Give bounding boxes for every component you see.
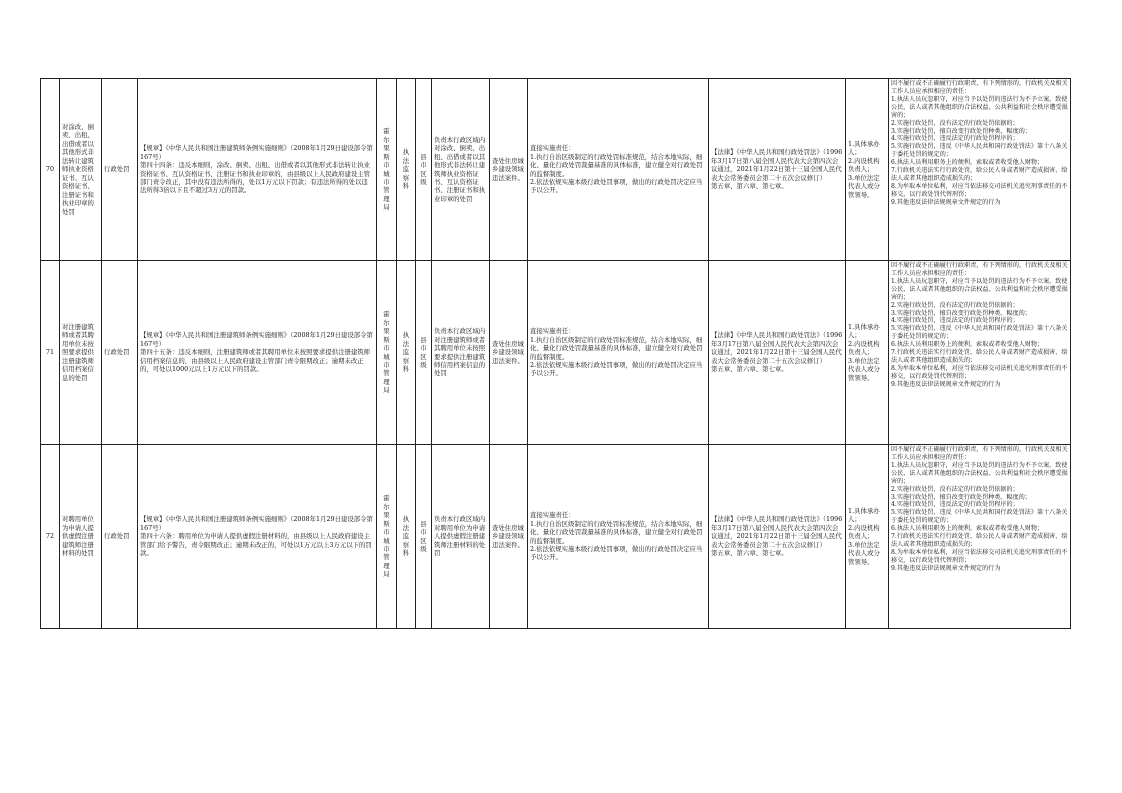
- exercise-conditions: 查处住房城乡建设领域违法案件。: [490, 261, 528, 445]
- responsible-persons: 1.具体承办人； 2.内设机构负责人； 3.单位法定代表人或分管领导。: [846, 445, 889, 629]
- item-name: 对注册建筑师或者其聘用单位未按照要求提供注册建筑师信用档案信息的处罚: [60, 261, 102, 445]
- responsibility-scope: 负责本行政区域内对注册建筑师或者其聘用单位未按照要求提供注册建筑师信用档案信息的处罚: [432, 261, 490, 445]
- responsible-subject-text: 执法监察科: [402, 148, 410, 191]
- responsibility-legal-basis: 【法律】《中华人民共和国行政处罚法》（1996年3月17日第八届全国人民代表大会第四次会议通过，2021年1月22日第十三届全国人民代表大会常务委员会第二十五次会议修订） 第五章、第六章、第七章。: [709, 261, 846, 445]
- responsible-subject-text: 执法监察科: [402, 331, 410, 374]
- table-row: [41, 79, 1071, 261]
- exercise-conditions: 查处住房城乡建设领域违法案件。: [490, 445, 528, 629]
- responsible-persons: 1.具体承办人； 2.内设机构负责人； 3.单位法定代表人或分管领导。: [846, 261, 889, 445]
- liability-circumstances: 因不履行或不正确履行行政职责，有下列情形的，行政机关及相关工作人员应承担相应的责任： 1.执法人员玩忽职守，对应当予以处罚的违法行为不予立案，致使公民、法人或者其他组织的合法权益、公共利益和社会秩序遭受损害的； 2.实施行政处罚，没有法定的行政处罚依据的； 3.实施行政处罚，擅自改变行政处罚种类、幅度的； 4.实施行政处罚，违反法定的行政处罚程序的； 5.实施行政处罚，违反《中华人民共和国行政处罚法》第十八条关于委托处罚的规定的； 6.执法人员利用职务上的便利，索取或者收受他人财物； 7.行政机关违法实行行政处罚，给公民人身或者财产造成损害、给法人或者其他组织造成损失的； 8.为牟取本单位私利，对应当依法移交司法机关追究刑事责任的不移交，以行政处罚代替刑罚； 9.其他违反法律法规规章文件规定的行为: [889, 79, 1071, 261]
- row-number: 71: [41, 261, 60, 445]
- item-category: 行政处罚: [102, 261, 138, 445]
- item-category: 行政处罚: [102, 445, 138, 629]
- exercise-level-text: 县市区级: [420, 335, 427, 369]
- implementing-department-text: 霍尔果斯市城市管理局: [383, 494, 390, 579]
- implementation-responsibility: 直接实施责任： 1.执行自治区级制定的行政处罚标准规范，结合本地实际，细化、量化行政处罚裁量基准的具体标准，建立健全对行政处罚的监督制度。 2.依法依规实施本级行政处罚事项，做出的行政处罚决定应当予以公开。: [528, 445, 709, 629]
- item-name: 对涂改、倒卖、出租、出借或者以其他形式非法转让建筑师执业资格证书、互认资格证书、注册证书和执业印章的处罚: [60, 79, 102, 261]
- liability-circumstances: 因不履行或不正确履行行政职责，有下列情形的，行政机关及相关工作人员应承担相应的责任： 1.执法人员玩忽职守，对应当予以处罚的违法行为不予立案，致使公民、法人或者其他组织的合法权益、公共利益和社会秩序遭受损害的； 2.实施行政处罚，没有法定的行政处罚依据的； 3.实施行政处罚，擅自改变行政处罚种类、幅度的； 4.实施行政处罚，违反法定的行政处罚程序的； 5.实施行政处罚，违反《中华人民共和国行政处罚法》第十八条关于委托处罚的规定的； 6.执法人员利用职务上的便利，索取或者收受他人财物； 7.行政机关违法实行行政处罚，给公民人身或者财产造成损害、给法人或者其他组织造成损失的； 8.为牟取本单位私利，对应当依法移交司法机关追究刑事责任的不移交，以行政处罚代替刑罚； 9.其他违反法律法规规章文件规定的行为: [889, 445, 1071, 629]
- responsibility-scope: 负责本行政区域内对聘用单位为申请人提供虚假注册建筑师注册材料的处罚: [432, 445, 490, 629]
- exercise-level-text: 县市区级: [420, 152, 427, 186]
- row-number: 70: [41, 79, 60, 261]
- item-name: 对聘用单位为申请人提供虚假注册建筑师注册材料的处罚: [60, 445, 102, 629]
- exercise-level-text: 县市区级: [420, 519, 427, 553]
- implementing-department-text: 霍尔果斯市城市管理局: [383, 127, 390, 212]
- responsible-subject: [397, 79, 416, 261]
- implementation-responsibility: 直接实施责任： 1.执行自治区级制定的行政处罚标准规范，结合本地实际，细化、量化行政处罚裁量基准的具体标准，建立健全对行政处罚的监督制度。 2.依法依规实施本级行政处罚事项，做出的行政处罚决定应当予以公开。: [528, 79, 709, 261]
- liability-circumstances: 因不履行或不正确履行行政职责，有下列情形的，行政机关及相关工作人员应承担相应的责任： 1.执法人员玩忽职守，对应当予以处罚的违法行为不予立案，致使公民、法人或者其他组织的合法权益、公共利益和社会秩序遭受损害的； 2.实施行政处罚，没有法定的行政处罚依据的； 3.实施行政处罚，擅自改变行政处罚种类、幅度的； 4.实施行政处罚，违反法定的行政处罚程序的； 5.实施行政处罚，违反《中华人民共和国行政处罚法》第十八条关于委托处罚的规定的； 6.执法人员利用职务上的便利，索取或者收受他人财物； 7.行政机关违法实行行政处罚，给公民人身或者财产造成损害、给法人或者其他组织造成损失的； 8.为牟取本单位私利，对应当依法移交司法机关追究刑事责任的不移交，以行政处罚代替刑罚； 9.其他违反法律法规规章文件规定的行为: [889, 261, 1071, 445]
- responsibility-legal-basis: 【法律】《中华人民共和国行政处罚法》（1996年3月17日第八届全国人民代表大会第四次会议通过，2021年1月22日第十三届全国人民代表大会常务委员会第二十五次会议修订） 第五章、第六章、第七章。: [709, 79, 846, 261]
- table-row: [41, 261, 1071, 445]
- responsible-subject: [397, 445, 416, 629]
- responsible-persons: 1.具体承办人； 2.内设机构负责人； 3.单位法定代表人或分管领导。: [846, 79, 889, 261]
- exercise-conditions: 查处住房城乡建设领域违法案件。: [490, 79, 528, 261]
- responsibility-table: [40, 78, 1071, 629]
- table-row: [41, 445, 1071, 629]
- legal-basis: 【规章】《中华人民共和国注册建筑师条例实施细则》（2008年1月29日建设部令第167号） 第四十四条：违反本细则，涂改、倒卖、出租、出借或者以其他形式非法转让执业资格证书、互认资格证书、注册证书和执业印章的，由县级以上人民政府建设主管部门责令改正，其中没有违法所得的，处以1万元以下罚款；有违法所得的处以违法所得3倍以下且不超过3万元的罚款。: [138, 79, 377, 261]
- legal-basis: 【规章】《中华人民共和国注册建筑师条例实施细则》（2008年1月29日建设部令第167号） 第四十六条：聘用单位为申请人提供虚假注册材料的，由县级以上人民政府建设主管部门给予警告，责令限期改正；逾期未改正的，可处以1万元以上3万元以下的罚款。: [138, 445, 377, 629]
- implementing-department-text: 霍尔果斯市城市管理局: [383, 310, 390, 395]
- implementing-department: [377, 445, 397, 629]
- responsibility-legal-basis: 【法律】《中华人民共和国行政处罚法》（1996年3月17日第八届全国人民代表大会第四次会议通过，2021年1月22日第十三届全国人民代表大会常务委员会第二十五次会议修订） 第五章、第六章、第七章。: [709, 445, 846, 629]
- exercise-level: [416, 261, 432, 445]
- legal-basis: 【规章】《中华人民共和国注册建筑师条例实施细则》（2008年1月29日建设部令第167号） 第四十五条：违反本细则，注册建筑师或者其聘用单位未按照要求提供注册建筑师信用档案信息的，由县级以上人民政府建设主管部门责令限期改正；逾期未改正的，可处以1000元以上1万元以下的罚款。: [138, 261, 377, 445]
- implementing-department: [377, 79, 397, 261]
- exercise-level: [416, 79, 432, 261]
- implementation-responsibility: 直接实施责任： 1.执行自治区级制定的行政处罚标准规范，结合本地实际，细化、量化行政处罚裁量基准的具体标准，建立健全对行政处罚的监督制度。 2.依法依规实施本级行政处罚事项，做出的行政处罚决定应当予以公开。: [528, 261, 709, 445]
- responsible-subject-text: 执法监察科: [402, 515, 410, 558]
- responsibility-scope: 负责本行政区域内对涂改、倒卖、出租、出借或者以其他形式非法转让建筑师执业资格证书、互认资格证书、注册证书和执业印章的处罚: [432, 79, 490, 261]
- exercise-level: [416, 445, 432, 629]
- item-category: 行政处罚: [102, 79, 138, 261]
- responsible-subject: [397, 261, 416, 445]
- row-number: 72: [41, 445, 60, 629]
- implementing-department: [377, 261, 397, 445]
